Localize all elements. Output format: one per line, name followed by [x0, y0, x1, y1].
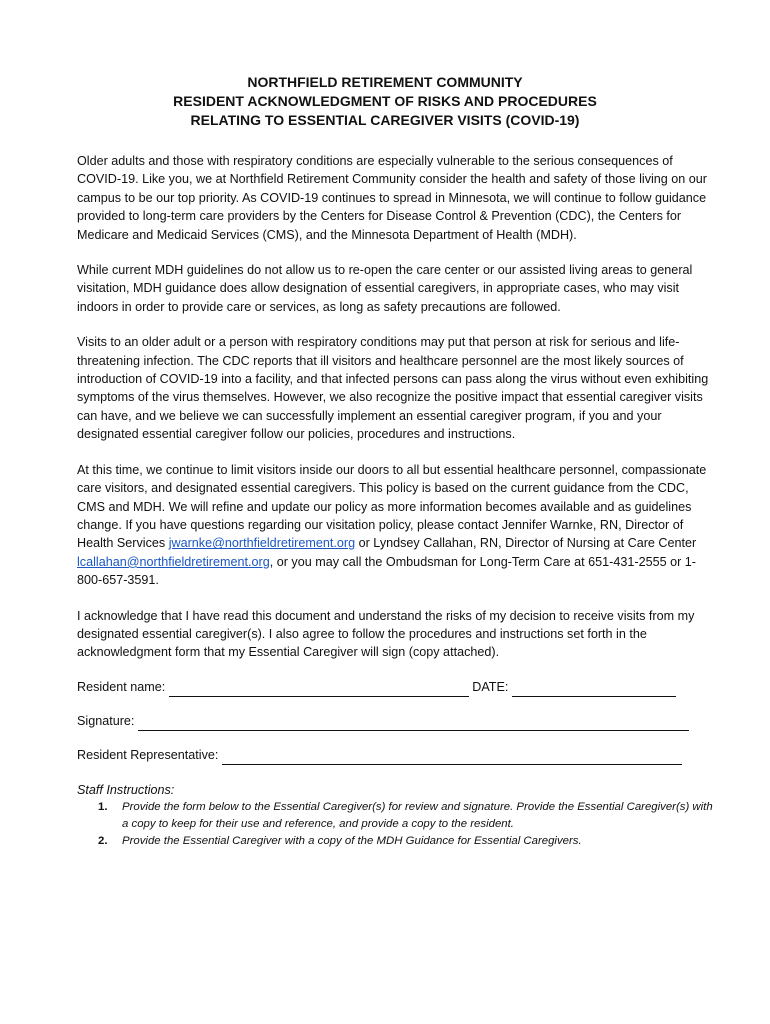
list-item	[98, 833, 717, 850]
title-line-acknowledgment: RESIDENT ACKNOWLEDGMENT OF RISKS AND PROCEDURES	[173, 93, 597, 109]
title-line-subject: RELATING TO ESSENTIAL CAREGIVER VISITS (COVID-19)	[190, 112, 580, 128]
paragraph-acknowledgment: I acknowledge that I have read this document and understand the risks of my decision to receive visits from my designated essential caregiver(s). I also agree to follow the procedures and instructions set forth in the acknowledgment form that my Essential Caregiver will sign (copy attached).	[77, 608, 695, 660]
list-item-text: Provide the form below to the Essential Caregiver(s) for review and signature. Provide the Essential Caregiver(s) with a copy to keep for their use and reference, and provide a copy to the resident.	[122, 801, 713, 831]
paragraph-policy-contacts	[77, 461, 717, 590]
policy-text-part3: , or you may call the Ombudsman for Long-Term Care at 651-431-2555 or 1-800-657-3591.	[77, 554, 696, 588]
representative-row	[77, 747, 717, 765]
document-body	[77, 152, 717, 850]
document-title	[0, 73, 770, 130]
title-line-organization: NORTHFIELD RETIREMENT COMMUNITY	[247, 74, 523, 90]
signature-field[interactable]	[138, 716, 689, 731]
signature-label: Signature:	[77, 714, 138, 729]
signature-row	[77, 713, 717, 731]
paragraph-mdh-guidelines: While current MDH guidelines do not allow us to re-open the care center or our assisted living areas to general visitation, MDH guidance does allow designation of essential caregivers, in appropriate cases, who may visit indoors in order to provide care or services, as long as safety precautions are followed.	[77, 263, 693, 314]
paragraph-intro: Older adults and those with respiratory conditions are especially vulnerable to the serious consequences of COVID-19. Like you, we at Northfield Retirement Community consider the health and safety of those living on our campus to be our top priority. As COVID-19 continues to spread in Minnesota, we will continue to follow guidance provided to long-term care providers by the Centers for Disease Control & Prevention (CDC), the Centers for Medicare and Medicaid Services (CMS), and the Minnesota Department of Health (MDH).	[77, 154, 708, 242]
resident-name-row	[77, 679, 717, 697]
list-item-number: 1.	[98, 801, 108, 814]
paragraph-risks: Visits to an older adult or a person with respiratory conditions may put that person at risk for serious and life-threatening infection. The CDC reports that ill visitors and healthcare personnel are the most likely sources of introduction of COVID-19 into a facility, and that infected persons can pass along the virus without even exhibiting symptoms of the virus themselves. However, we also recognize the positive impact that essential caregiver visits can have, and we believe we can successfully implement an essential caregiver program, if you and your designated essential caregiver follow our policies, procedures and instructions.	[77, 335, 709, 442]
resident-name-field[interactable]	[169, 682, 469, 697]
list-item	[98, 799, 717, 833]
list-item-text: Provide the Essential Caregiver with a copy of the MDH Guidance for Essential Caregivers.	[122, 835, 582, 848]
representative-label: Resident Representative:	[77, 748, 222, 763]
email-link-jwarnke[interactable]: jwarnke@northfieldretirement.org	[168, 536, 356, 551]
policy-text-part1: At this time, we continue to limit visitors inside our doors to all but essential healthcare personnel, compassionate care visitors, and designated essential caregivers. This policy is based on the current guidance from the CDC, CMS and MDH. We will refine and update our policy as more information becomes available and as guidelines change. If you have questions regarding our visitation policy, please contact Jennifer Warnke, RN, Director of Health Services	[77, 462, 707, 551]
resident-name-label: Resident name:	[77, 680, 169, 695]
list-item-number: 2.	[98, 835, 108, 848]
date-label: DATE:	[468, 680, 512, 695]
email-link-lcallahan[interactable]: lcallahan@northfieldretirement.org	[77, 554, 270, 569]
date-field[interactable]	[512, 682, 676, 697]
staff-instructions-list	[77, 799, 717, 850]
policy-text-part2: or Lyndsey Callahan, RN, Director of Nursing at Care Center	[355, 536, 697, 551]
representative-field[interactable]	[222, 750, 682, 765]
staff-instructions-title: Staff Instructions:	[77, 782, 175, 797]
